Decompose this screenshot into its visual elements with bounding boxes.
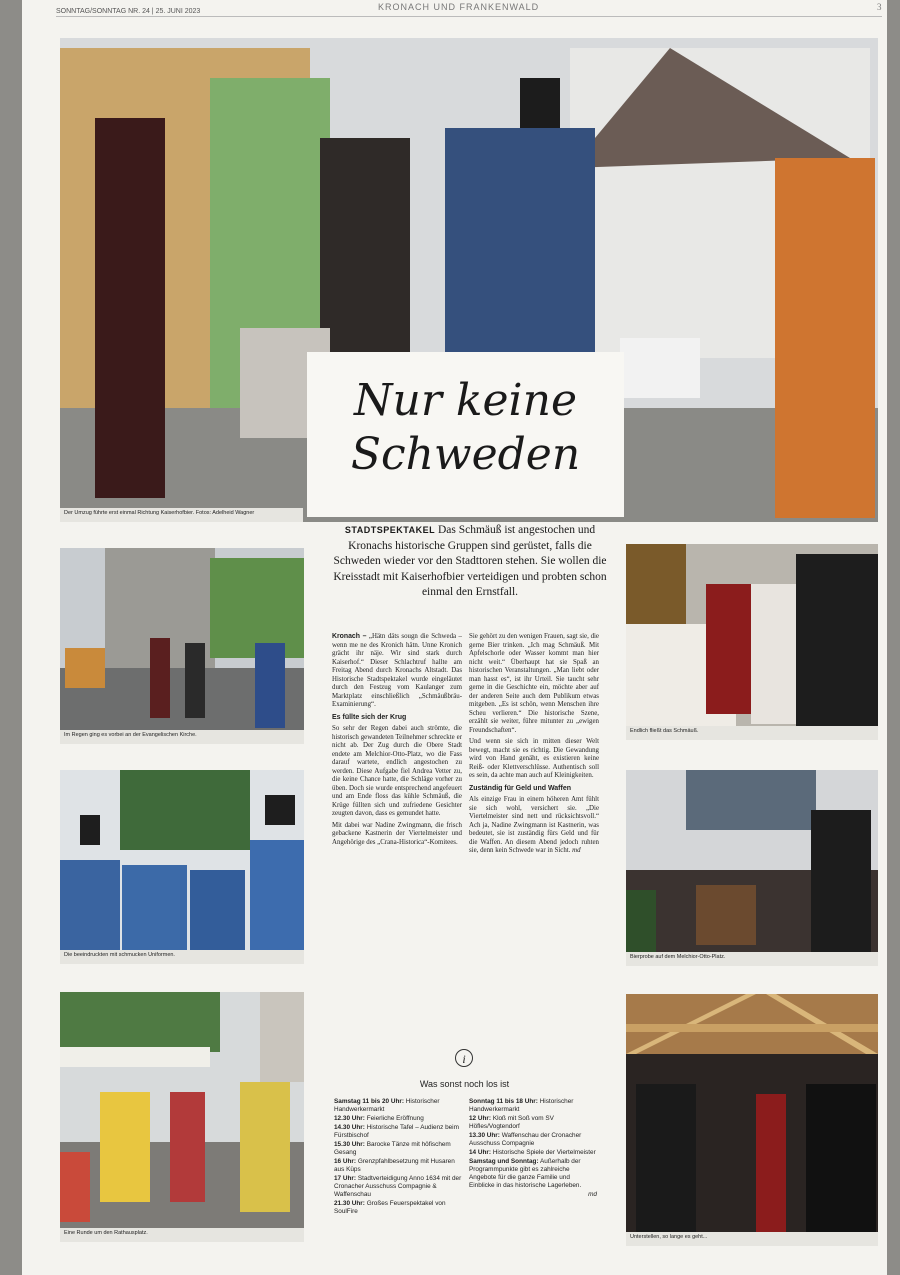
schedule-item — [334, 1141, 462, 1157]
schedule-time: Sonntag 11 bis 18 Uhr: — [469, 1098, 538, 1105]
schedule-time: 13.30 Uhr: — [469, 1132, 500, 1139]
info-author-sig: md — [588, 1191, 597, 1198]
schedule-item — [334, 1200, 462, 1216]
subheading-1: Es füllte sich der Krug — [332, 713, 407, 721]
section-title: KRONACH UND FRANKENWALD — [378, 2, 540, 12]
lead-text: Das Schmäuß ist angestochen und Kronachs historische Gruppen sind gerüstet, falls die Schweden wieder vor den Stadttoren stehen. Sie wollen die Kreisstadt mit Kaiserhofbier verteidigen und probten schon einmal den Ernstfall. — [333, 524, 607, 598]
headline-line-1: Nur keine — [353, 375, 577, 426]
schedule-item — [334, 1115, 462, 1123]
photo-uniforms — [60, 770, 304, 950]
schedule-time: Samstag und Sonntag: — [469, 1158, 539, 1165]
schedule-text: Waffenschau der Cronacher Ausschuss Compagnie — [469, 1132, 582, 1147]
caption-main: Der Umzug führte erst einmal Richtung Kaiserhofbier. Fotos: Adelheid Wagner — [60, 508, 303, 522]
caption-dance: Eine Runde um den Rathausplatz. — [60, 1228, 304, 1242]
article-column-2 — [469, 633, 599, 859]
col1-p2: So sehr der Regen dabei auch strömte, die historisch gewandeten Teilnehmer schreckte er nicht ab. Der Zug durch die Obere Stadt endete am Melchior-Otto-Platz, wo die Fass darauf wartete, endlich angestochen zu werden. Diese Aufgabe fiel Andrea Vetter zu, die keine Chance hatte, die Schläge vorher zu üben. Doch sie wurde entsprechend angefeuert und am Ende floss das kühle Schmäuß, die Krüge füllten sich und zufriedene Gesichter zeugten davon, dass es gemundet hatte. — [332, 725, 462, 817]
schedule-text: Kloß mit Soß vom SV Höfles/Vogtendorf — [469, 1115, 554, 1130]
kicker: STADTSPEKTAKEL — [344, 525, 436, 535]
schedule-item — [334, 1098, 462, 1114]
schedule-sunday — [469, 1098, 597, 1200]
schedule-item — [469, 1115, 597, 1131]
schedule-text: Barocke Tänze mit höfischem Gesang — [334, 1141, 451, 1156]
schedule-saturday — [334, 1098, 462, 1217]
headline-box — [307, 352, 624, 517]
schedule-item — [469, 1158, 597, 1190]
info-icon: i — [455, 1049, 473, 1067]
caption-beer: Bierprobe auf dem Melchior-Otto-Platz. — [626, 952, 878, 966]
photo-beer-tasting — [626, 770, 878, 952]
schedule-text: Historischer Handwerkermarkt — [334, 1098, 440, 1113]
schedule-time: Samstag 11 bis 20 Uhr: — [334, 1098, 404, 1105]
lead-paragraph — [332, 523, 608, 601]
schedule-time: 12.30 Uhr: — [334, 1115, 365, 1122]
schedule-text: Historische Spiele der Viertelmeister — [492, 1149, 596, 1156]
photo-shelter — [626, 994, 878, 1232]
author-sig: md — [572, 847, 581, 854]
article-column-1 — [332, 633, 462, 850]
schedule-item — [334, 1124, 462, 1140]
schedule-text: Außerhalb der Programmpunkte gibt es zahlreiche Angebote für die ganze Familie und Einblicke in das historische Lagerleben. — [469, 1158, 582, 1189]
headline — [307, 374, 624, 482]
header-rule — [56, 16, 882, 17]
schedule-time: 14.30 Uhr: — [334, 1124, 365, 1131]
col2-p3: Als einzige Frau in einem höheren Amt fühlt sie sich wohl, versichert sie. „Die Viertelmeister sind nett und rücksichtsvoll.“ Ach ja, Nadine Zwingmann ist Kastnerin, was bedeutet, sie ist zuständig fürs Geld und für die Waffen. An diesem Abend jedoch ruhten sie, denn kein Schwede war in Sicht. — [469, 796, 599, 854]
schedule-time: 17 Uhr: — [334, 1175, 357, 1182]
photo-tapping-keg — [626, 544, 878, 726]
schedule-text: Stadtverteidigung Anno 1634 mit der Cronacher Ausschuss Compagnie & Waffenschau — [334, 1175, 462, 1198]
newspaper-page — [22, 0, 887, 1275]
schedule-item — [469, 1132, 597, 1148]
subheading-2: Zuständig für Geld und Waffen — [469, 784, 572, 792]
schedule-item — [334, 1175, 462, 1199]
photo-rain-procession — [60, 548, 304, 730]
col2-p1: Sie gehört zu den wenigen Frauen, sagt sie, die gerne Bier trinken. „Ich mag Schmäuß. Mit Apfelschorle oder Wasser kommt man hier nicht weit.“ Überhaupt hat sie Spaß an historischen Veranstaltungen. „Man liebt oder man hasst es“, ist ihr Urteil. Sie taucht sehr gerne in die Geschichte ein, möchte aber auf der anderen Seite auch dem Publikum etwas mitgeben. „Es ist schön, wenn Menschen ihre Scheu verlieren.“ Die historische Szene, erzählt sie weiter, führe mitunter zu „ewigen Freundschaften“. — [469, 633, 599, 734]
schedule-item — [469, 1149, 597, 1157]
schedule-text: Großes Feuerspektakel von SoulFire — [334, 1200, 446, 1215]
schedule-time: 12 Uhr: — [469, 1115, 492, 1122]
col1-p1: „Hätn däts sougn die Schweda – wenn me ne des Kronich hätn. Unne Kronich grächt ihr näje. Wir sind stark durch Kaiserhof.“ Dieser Schlachtruf hallte am Freitag Abend durch Kronachs Altstadt. Das Historische Stadtspektakel wurde eingeläutet durch den Festzug vom Kaulanger zum Marktplatz einschließlich „Schmäußbräu-Examinierung“. — [332, 633, 462, 708]
schedule-text: Feierliche Eröffnung — [366, 1115, 424, 1122]
caption-shelter: Unterstellen, so lange es geht... — [626, 1232, 878, 1246]
schedule-time: 14 Uhr: — [469, 1149, 492, 1156]
dateline: Kronach – — [332, 633, 367, 640]
schedule-item — [334, 1158, 462, 1174]
page-number: 3 — [877, 2, 882, 12]
schedule-time: 21.30 Uhr: — [334, 1200, 365, 1207]
info-heading: Was sonst noch los ist — [419, 1079, 510, 1089]
caption-uniforms: Die beeindruckten mit schmucken Uniformen. — [60, 950, 304, 964]
schedule-time: 15.30 Uhr: — [334, 1141, 365, 1148]
schedule-text: Historische Tafel – Audienz beim Fürstbischof — [334, 1124, 459, 1139]
schedule-text: Historischer Handwerkermarkt — [469, 1098, 574, 1113]
col1-p3: Mit dabei war Nadine Zwingmann, die frisch gebackene Kastnerin der Viertelmeister und Angehörige des „Crana-Historica“-Komitees. — [332, 821, 462, 846]
schedule-text: Grenzpfahlbesetzung mit Husaren aus Küps — [334, 1158, 455, 1173]
schedule-item — [469, 1098, 597, 1114]
caption-rain: Im Regen ging es vorbei an der Evangelischen Kirche. — [60, 730, 304, 744]
col2-p2: Und wenn sie sich in mitten dieser Welt bewegt, macht sie es richtig. Die Gewandung wird von Hand genäht, es existieren keine Reiß- oder Klettverschlüsse. Authentisch soll es sein, da achte man auch auf Kleinigkeiten. — [469, 738, 599, 779]
photo-dance — [60, 992, 304, 1228]
caption-tap: Endlich fließt das Schmäuß. — [626, 726, 878, 740]
schedule-time: 16 Uhr: — [334, 1158, 357, 1165]
issue-line: SONNTAG/SONNTAG NR. 24 | 25. JUNI 2023 — [56, 8, 201, 15]
headline-line-2: Schweden — [350, 429, 581, 480]
